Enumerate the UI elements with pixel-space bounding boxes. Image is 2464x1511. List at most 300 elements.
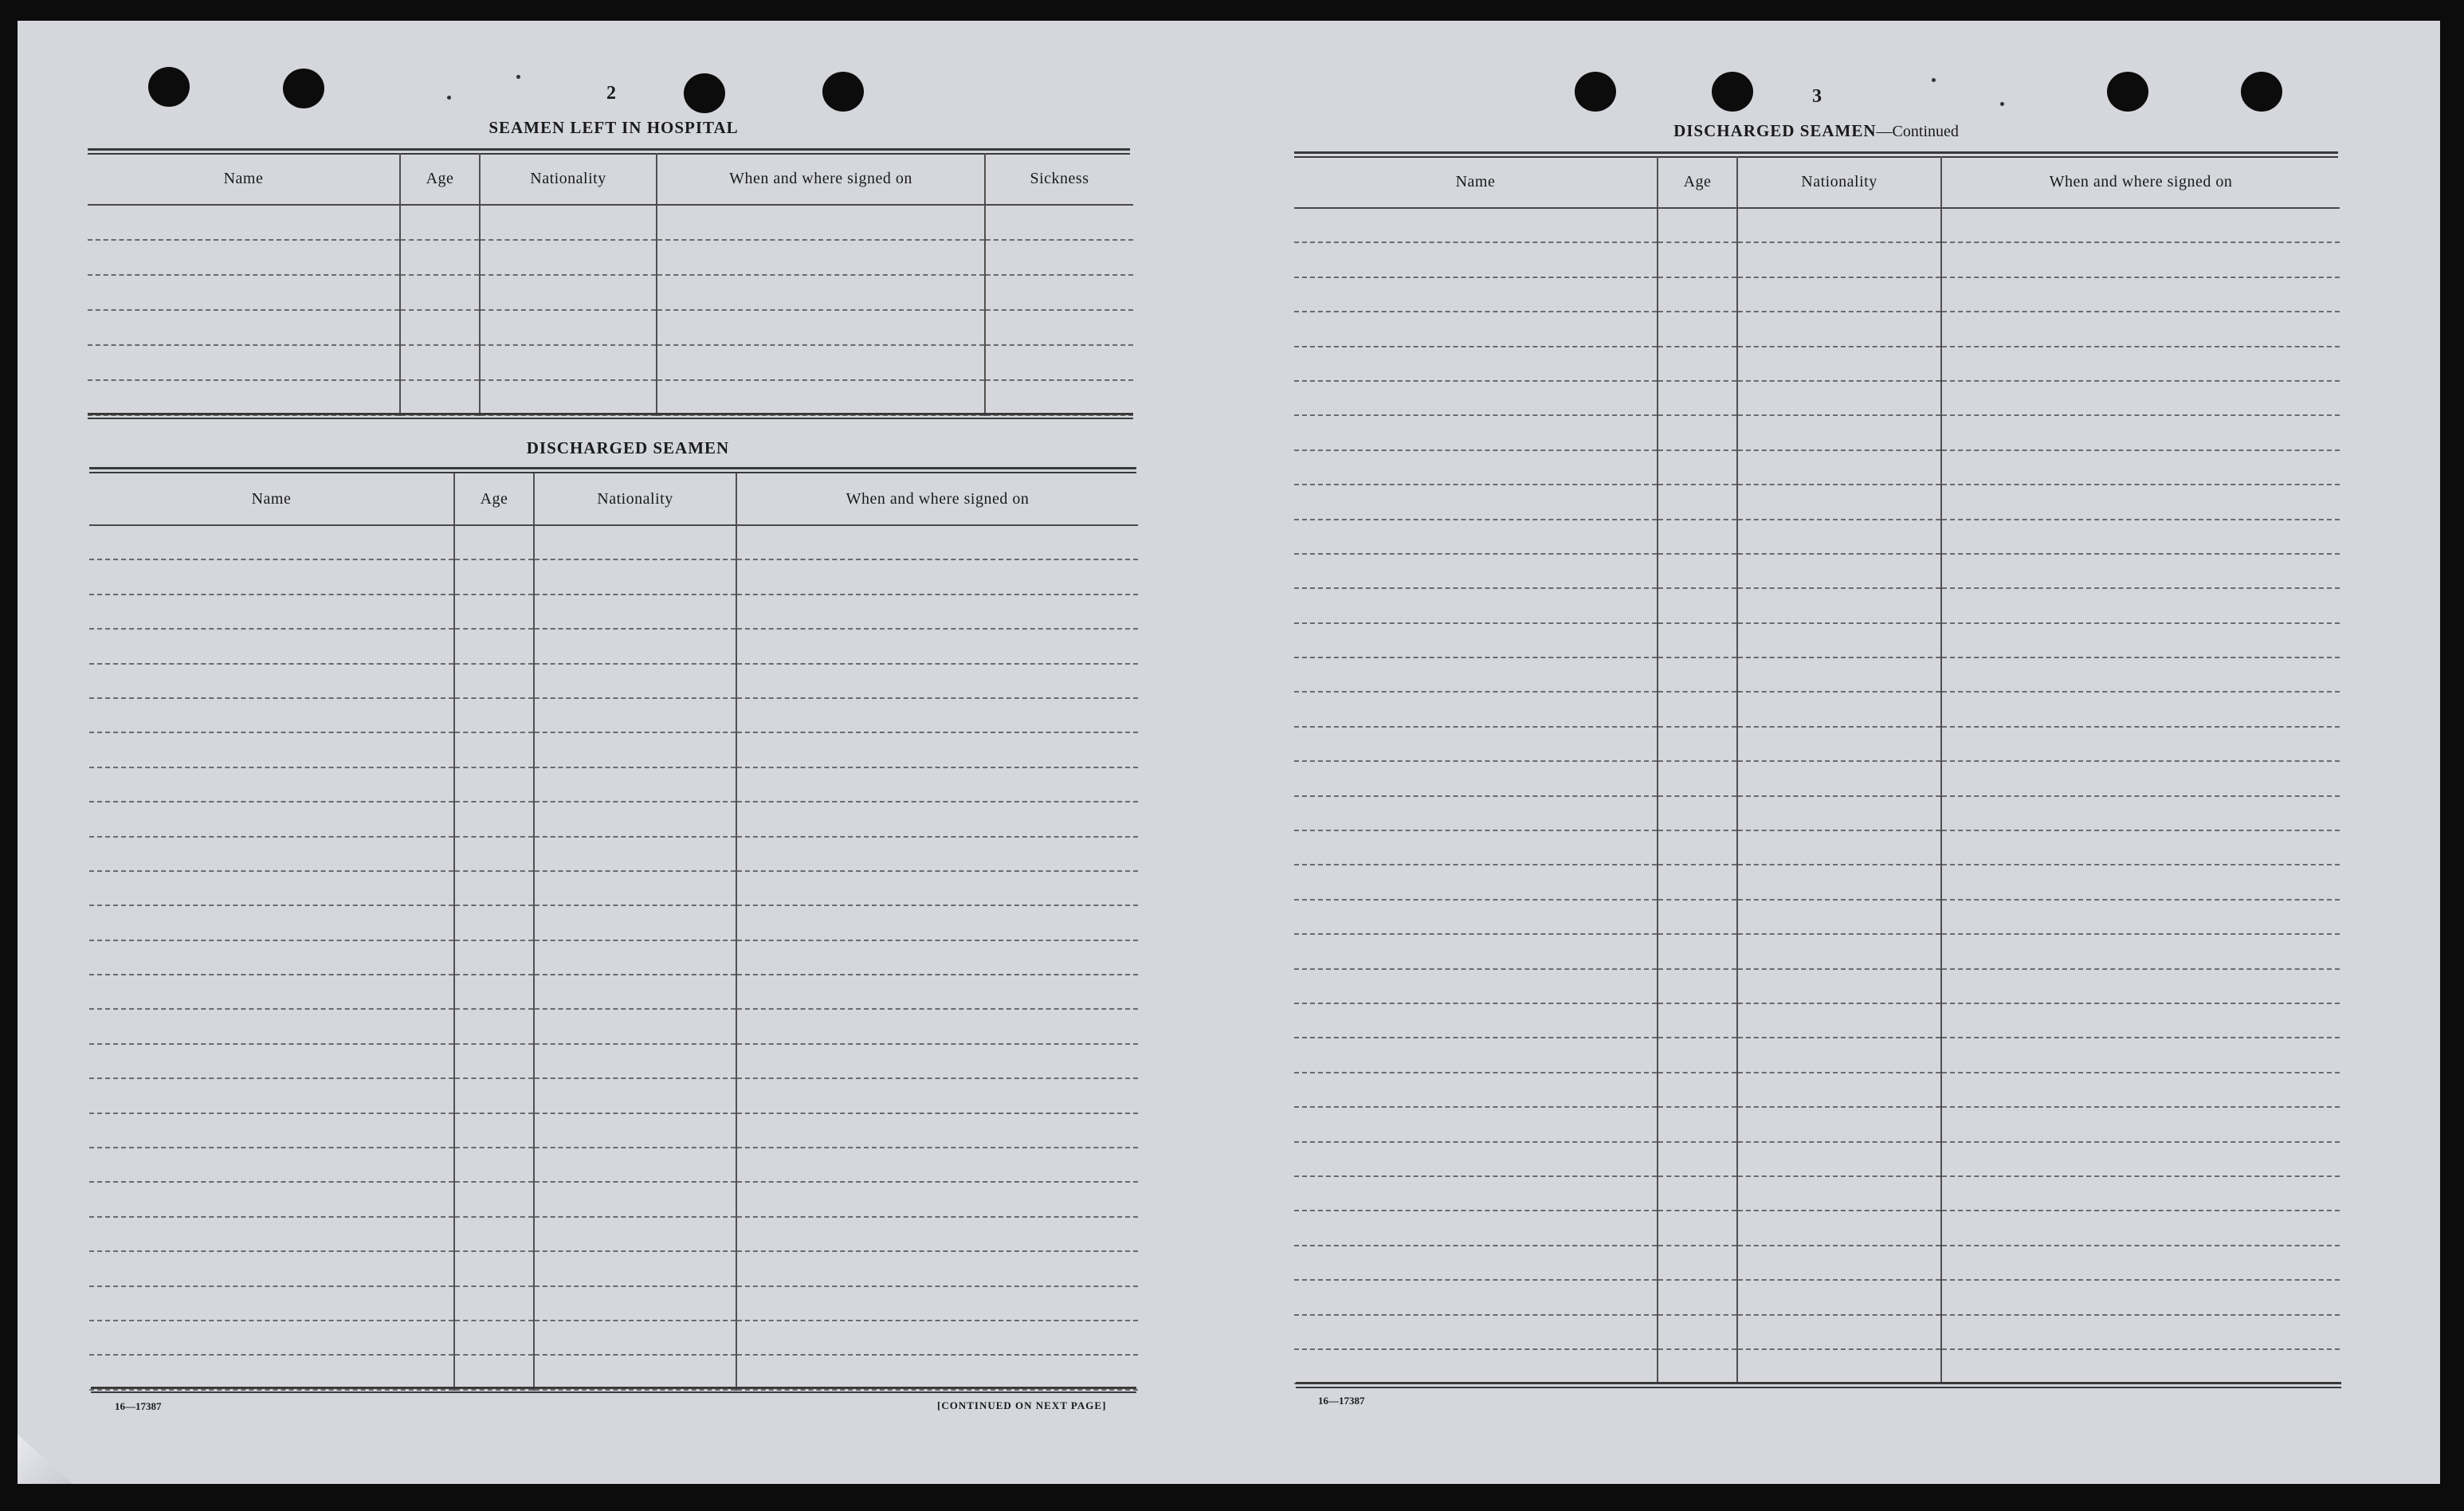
table-cell bbox=[1294, 208, 1658, 242]
table-cell bbox=[1941, 623, 2340, 657]
table-cell bbox=[1737, 347, 1941, 381]
table-cell bbox=[736, 1286, 1138, 1321]
table-row bbox=[1294, 312, 2340, 346]
table-cell bbox=[1294, 554, 1658, 588]
table-cell bbox=[89, 940, 454, 975]
punch-hole-3 bbox=[684, 73, 725, 113]
table-cell bbox=[1658, 796, 1737, 830]
table-cell bbox=[1941, 242, 2340, 277]
table-row bbox=[1294, 900, 2340, 934]
table-cell bbox=[1658, 312, 1737, 346]
table-cell bbox=[985, 310, 1133, 345]
table-cell bbox=[89, 1078, 454, 1113]
table-cell bbox=[736, 940, 1138, 975]
table-cell bbox=[985, 380, 1133, 415]
table-cell bbox=[736, 1078, 1138, 1113]
table-cell bbox=[1941, 761, 2340, 795]
punch-hole-1 bbox=[148, 67, 190, 107]
table-cell bbox=[1941, 1280, 2340, 1314]
table-cell bbox=[1294, 347, 1658, 381]
table-cell bbox=[736, 1009, 1138, 1043]
table-cell bbox=[454, 732, 534, 767]
table-cell bbox=[89, 559, 454, 594]
table-cell bbox=[1737, 415, 1941, 449]
table-cell bbox=[1737, 1211, 1941, 1245]
column-header-age: Age bbox=[400, 153, 480, 205]
table-cell bbox=[1737, 1142, 1941, 1176]
table-cell bbox=[1737, 657, 1941, 692]
table-cell bbox=[657, 380, 985, 415]
table-cell bbox=[1737, 830, 1941, 865]
table-cell bbox=[1941, 1176, 2340, 1211]
table-cell bbox=[88, 345, 400, 380]
table-cell bbox=[534, 1355, 736, 1389]
table-row bbox=[89, 1355, 1138, 1389]
table-cell bbox=[454, 767, 534, 802]
table-cell bbox=[1737, 588, 1941, 622]
table-cell bbox=[1737, 865, 1941, 899]
table-cell bbox=[1294, 450, 1658, 485]
speck bbox=[447, 96, 451, 100]
table-cell bbox=[736, 802, 1138, 836]
table-cell bbox=[454, 871, 534, 905]
table-row bbox=[1294, 1176, 2340, 1211]
speck bbox=[1932, 78, 1936, 82]
table-cell bbox=[89, 1148, 454, 1182]
table-row bbox=[88, 275, 1133, 310]
table-row bbox=[1294, 692, 2340, 726]
hospital-section-title: SEAMEN LEFT IN HOSPITAL bbox=[488, 118, 739, 137]
table-cell bbox=[89, 1113, 454, 1148]
table-cell bbox=[1941, 830, 2340, 865]
table-cell bbox=[1294, 520, 1658, 554]
table-cell bbox=[1294, 381, 1658, 415]
table-cell bbox=[1941, 588, 2340, 622]
table-cell bbox=[89, 1044, 454, 1078]
table-cell bbox=[1737, 692, 1941, 726]
table-cell bbox=[1658, 450, 1737, 485]
table-cell bbox=[1737, 485, 1941, 519]
table-cell bbox=[1294, 1003, 1658, 1038]
table-cell bbox=[89, 802, 454, 836]
table-cell bbox=[1294, 588, 1658, 622]
table-cell bbox=[1294, 796, 1658, 830]
table-cell bbox=[1941, 1349, 2340, 1383]
table-cell bbox=[454, 1009, 534, 1043]
table-cell bbox=[1737, 761, 1941, 795]
table-cell bbox=[534, 525, 736, 559]
table-cell bbox=[1658, 727, 1737, 761]
table-cell bbox=[480, 345, 657, 380]
table-row bbox=[88, 380, 1133, 415]
table-cell bbox=[1941, 554, 2340, 588]
table-row bbox=[1294, 450, 2340, 485]
table-row bbox=[1294, 865, 2340, 899]
table-cell bbox=[1658, 1142, 1737, 1176]
table-cell bbox=[1658, 1315, 1737, 1349]
table-cell bbox=[1294, 415, 1658, 449]
table-row bbox=[1294, 277, 2340, 312]
page-number-left: 2 bbox=[606, 83, 616, 104]
table-cell bbox=[1658, 208, 1737, 242]
table-cell bbox=[736, 559, 1138, 594]
table-cell bbox=[1737, 934, 1941, 968]
table-cell bbox=[1737, 900, 1941, 934]
table-cell bbox=[1941, 415, 2340, 449]
table-row bbox=[1294, 796, 2340, 830]
table-cell bbox=[736, 1355, 1138, 1389]
table-cell bbox=[1737, 312, 1941, 346]
table-row bbox=[1294, 1280, 2340, 1314]
table-row bbox=[1294, 934, 2340, 968]
speck bbox=[2000, 102, 2004, 106]
table-row bbox=[89, 1251, 1138, 1285]
table-cell bbox=[1941, 865, 2340, 899]
table-cell bbox=[1294, 242, 1658, 277]
table-cell bbox=[736, 837, 1138, 871]
table-cell bbox=[454, 1148, 534, 1182]
discharged-top-rule-left bbox=[89, 467, 1136, 473]
table-row bbox=[1294, 554, 2340, 588]
table-cell bbox=[736, 871, 1138, 905]
table-cell bbox=[89, 905, 454, 940]
table-cell bbox=[454, 595, 534, 629]
table-cell bbox=[1294, 1349, 1658, 1383]
punch-hole-6 bbox=[1712, 72, 1753, 112]
table-cell bbox=[1658, 1349, 1737, 1383]
table-cell bbox=[1737, 796, 1941, 830]
table-cell bbox=[1294, 1107, 1658, 1141]
table-cell bbox=[454, 1321, 534, 1355]
table-row bbox=[89, 525, 1138, 559]
table-cell bbox=[89, 732, 454, 767]
table-row bbox=[1294, 485, 2340, 519]
table-cell bbox=[480, 205, 657, 240]
table-cell bbox=[736, 595, 1138, 629]
table-cell bbox=[1658, 623, 1737, 657]
column-header-age: Age bbox=[454, 473, 534, 525]
table-cell bbox=[1737, 1038, 1941, 1072]
table-row bbox=[1294, 520, 2340, 554]
table-row bbox=[1294, 1211, 2340, 1245]
table-cell bbox=[1941, 1211, 2340, 1245]
table-cell bbox=[480, 275, 657, 310]
table-cell bbox=[89, 837, 454, 871]
table-cell bbox=[88, 380, 400, 415]
table-cell bbox=[454, 1251, 534, 1285]
table-row bbox=[89, 1321, 1138, 1355]
table-cell bbox=[1658, 381, 1737, 415]
table-cell bbox=[454, 525, 534, 559]
table-cell bbox=[88, 205, 400, 240]
column-header-name: Name bbox=[1294, 156, 1658, 208]
table-cell bbox=[1658, 277, 1737, 312]
table-cell bbox=[1737, 242, 1941, 277]
table-cell bbox=[89, 1182, 454, 1216]
column-header-name: Name bbox=[89, 473, 454, 525]
table-cell bbox=[1737, 1003, 1941, 1038]
table-cell bbox=[89, 698, 454, 732]
discharged-title-continued: —Continued bbox=[1876, 123, 1959, 140]
column-header-age: Age bbox=[1658, 156, 1737, 208]
table-cell bbox=[89, 1217, 454, 1251]
table-cell bbox=[534, 767, 736, 802]
table-cell bbox=[534, 1251, 736, 1285]
table-cell bbox=[1941, 796, 2340, 830]
table-row bbox=[89, 1148, 1138, 1182]
table-cell bbox=[1294, 1038, 1658, 1072]
table-cell bbox=[454, 1182, 534, 1216]
column-header-signed-on: When and where signed on bbox=[1941, 156, 2340, 208]
table-row bbox=[89, 767, 1138, 802]
table-cell bbox=[1294, 1073, 1658, 1107]
table-cell bbox=[1941, 485, 2340, 519]
table-cell bbox=[454, 1355, 534, 1389]
table-row bbox=[89, 1217, 1138, 1251]
continued-note: [CONTINUED ON NEXT PAGE] bbox=[937, 1399, 1107, 1411]
table-cell bbox=[89, 664, 454, 698]
table-cell bbox=[88, 310, 400, 345]
column-header-nationality: Nationality bbox=[480, 153, 657, 205]
table-cell bbox=[89, 1251, 454, 1285]
table-cell bbox=[400, 380, 480, 415]
table-cell bbox=[480, 310, 657, 345]
table-cell bbox=[1658, 1107, 1737, 1141]
table-cell bbox=[534, 559, 736, 594]
table-row bbox=[1294, 1107, 2340, 1141]
table-cell bbox=[1294, 485, 1658, 519]
table-cell bbox=[1294, 761, 1658, 795]
table-cell bbox=[454, 698, 534, 732]
table-cell bbox=[1737, 1315, 1941, 1349]
table-row bbox=[1294, 1349, 2340, 1383]
table-cell bbox=[736, 767, 1138, 802]
table-cell bbox=[1658, 865, 1737, 899]
column-header-nationality: Nationality bbox=[1737, 156, 1941, 208]
table-cell bbox=[1737, 1246, 1941, 1280]
speck bbox=[516, 75, 520, 79]
table-cell bbox=[1658, 242, 1737, 277]
table-cell bbox=[1658, 1003, 1737, 1038]
table-cell bbox=[736, 732, 1138, 767]
hospital-bottom-rule bbox=[88, 413, 1133, 419]
table-cell bbox=[534, 1321, 736, 1355]
table-cell bbox=[1737, 1107, 1941, 1141]
form-code-right: 16—17387 bbox=[1318, 1395, 1365, 1407]
table-cell bbox=[1737, 554, 1941, 588]
table-cell bbox=[534, 975, 736, 1009]
table-cell bbox=[89, 1009, 454, 1043]
table-cell bbox=[89, 629, 454, 663]
table-cell bbox=[1941, 934, 2340, 968]
table-cell bbox=[1294, 1176, 1658, 1211]
table-cell bbox=[1658, 1038, 1737, 1072]
table-cell bbox=[534, 1217, 736, 1251]
table-row bbox=[89, 1009, 1138, 1043]
discharged-section-title-right bbox=[1294, 121, 2338, 141]
table-cell bbox=[454, 1078, 534, 1113]
table-row bbox=[89, 1182, 1138, 1216]
table-cell bbox=[454, 975, 534, 1009]
table-cell bbox=[1658, 969, 1737, 1003]
table-cell bbox=[534, 1286, 736, 1321]
discharged-title-main: DISCHARGED SEAMEN bbox=[1673, 121, 1877, 140]
discharged-section-title-left: DISCHARGED SEAMEN bbox=[526, 438, 730, 457]
table-cell bbox=[1658, 1073, 1737, 1107]
table-row bbox=[1294, 1142, 2340, 1176]
punch-hole-5 bbox=[1575, 72, 1616, 112]
table-cell bbox=[400, 240, 480, 275]
table-cell bbox=[1294, 727, 1658, 761]
table-header-row bbox=[89, 473, 1138, 525]
table-cell bbox=[454, 802, 534, 836]
table-cell bbox=[1941, 208, 2340, 242]
table-cell bbox=[454, 905, 534, 940]
table-row bbox=[89, 975, 1138, 1009]
table-cell bbox=[736, 1044, 1138, 1078]
table-cell bbox=[736, 1182, 1138, 1216]
table-cell bbox=[736, 1148, 1138, 1182]
table-cell bbox=[1941, 1246, 2340, 1280]
table-row bbox=[89, 698, 1138, 732]
table-row bbox=[89, 1286, 1138, 1321]
table-cell bbox=[1658, 1280, 1737, 1314]
table-cell bbox=[534, 871, 736, 905]
table-row bbox=[89, 940, 1138, 975]
table-cell bbox=[1658, 900, 1737, 934]
table-cell bbox=[1658, 347, 1737, 381]
table-cell bbox=[534, 940, 736, 975]
table-cell bbox=[1737, 450, 1941, 485]
table-cell bbox=[1294, 1142, 1658, 1176]
table-cell bbox=[1941, 1142, 2340, 1176]
column-header-nationality: Nationality bbox=[534, 473, 736, 525]
table-cell bbox=[736, 664, 1138, 698]
table-row bbox=[89, 905, 1138, 940]
table-row bbox=[1294, 1246, 2340, 1280]
table-cell bbox=[88, 275, 400, 310]
table-cell bbox=[1294, 1280, 1658, 1314]
table-cell bbox=[1294, 692, 1658, 726]
table-cell bbox=[1941, 277, 2340, 312]
table-row bbox=[89, 629, 1138, 663]
table-row bbox=[1294, 415, 2340, 449]
table-cell bbox=[534, 698, 736, 732]
table-cell bbox=[89, 1355, 454, 1389]
table-row bbox=[1294, 1073, 2340, 1107]
table-cell bbox=[657, 345, 985, 380]
form-code-left: 16—17387 bbox=[115, 1400, 162, 1412]
table-row bbox=[1294, 347, 2340, 381]
punch-hole-8 bbox=[2241, 72, 2282, 112]
table-row bbox=[89, 595, 1138, 629]
table-cell bbox=[454, 629, 534, 663]
table-cell bbox=[1737, 969, 1941, 1003]
table-cell bbox=[1658, 830, 1737, 865]
table-header-row bbox=[1294, 156, 2340, 208]
table-cell bbox=[1294, 312, 1658, 346]
table-cell bbox=[534, 1044, 736, 1078]
table-cell bbox=[736, 1251, 1138, 1285]
punch-hole-7 bbox=[2107, 72, 2148, 112]
hospital-table bbox=[88, 153, 1133, 416]
table-cell bbox=[1941, 381, 2340, 415]
table-row bbox=[89, 1078, 1138, 1113]
table-header-row bbox=[88, 153, 1133, 205]
table-cell bbox=[1294, 1211, 1658, 1245]
table-cell bbox=[454, 1286, 534, 1321]
table-cell bbox=[1658, 415, 1737, 449]
table-cell bbox=[1658, 692, 1737, 726]
table-cell bbox=[1737, 1280, 1941, 1314]
table-cell bbox=[534, 1078, 736, 1113]
table-row bbox=[1294, 623, 2340, 657]
table-cell bbox=[534, 905, 736, 940]
table-cell bbox=[1941, 1315, 2340, 1349]
table-row bbox=[1294, 588, 2340, 622]
table-cell bbox=[1294, 934, 1658, 968]
table-cell bbox=[89, 871, 454, 905]
table-cell bbox=[657, 240, 985, 275]
table-cell bbox=[985, 345, 1133, 380]
table-cell bbox=[1737, 208, 1941, 242]
table-row bbox=[89, 837, 1138, 871]
table-cell bbox=[534, 1009, 736, 1043]
table-cell bbox=[454, 664, 534, 698]
discharged-bottom-rule-right bbox=[1296, 1382, 2341, 1388]
table-cell bbox=[1294, 1315, 1658, 1349]
table-cell bbox=[1941, 969, 2340, 1003]
table-row bbox=[88, 205, 1133, 240]
table-cell bbox=[1294, 830, 1658, 865]
table-cell bbox=[1658, 934, 1737, 968]
table-cell bbox=[1658, 657, 1737, 692]
table-cell bbox=[657, 275, 985, 310]
table-cell bbox=[454, 1044, 534, 1078]
table-cell bbox=[1658, 761, 1737, 795]
table-cell bbox=[1737, 520, 1941, 554]
table-row bbox=[89, 871, 1138, 905]
table-cell bbox=[1294, 969, 1658, 1003]
table-cell bbox=[89, 525, 454, 559]
table-cell bbox=[1294, 865, 1658, 899]
table-cell bbox=[1737, 277, 1941, 312]
table-cell bbox=[1941, 1003, 2340, 1038]
table-cell bbox=[1294, 623, 1658, 657]
table-cell bbox=[736, 1321, 1138, 1355]
table-cell bbox=[1294, 1246, 1658, 1280]
table-cell bbox=[454, 837, 534, 871]
table-cell bbox=[1294, 657, 1658, 692]
table-row bbox=[1294, 208, 2340, 242]
table-cell bbox=[1658, 1176, 1737, 1211]
table-cell bbox=[1941, 900, 2340, 934]
table-cell bbox=[1941, 657, 2340, 692]
column-header-signed-on: When and where signed on bbox=[736, 473, 1138, 525]
table-row bbox=[88, 345, 1133, 380]
table-cell bbox=[736, 698, 1138, 732]
table-cell bbox=[454, 940, 534, 975]
table-cell bbox=[400, 205, 480, 240]
table-cell bbox=[1941, 520, 2340, 554]
table-cell bbox=[985, 275, 1133, 310]
table-cell bbox=[1658, 554, 1737, 588]
table-cell bbox=[1737, 1349, 1941, 1383]
table-row bbox=[1294, 242, 2340, 277]
punch-hole-2 bbox=[283, 69, 324, 108]
table-cell bbox=[89, 975, 454, 1009]
table-row bbox=[1294, 761, 2340, 795]
